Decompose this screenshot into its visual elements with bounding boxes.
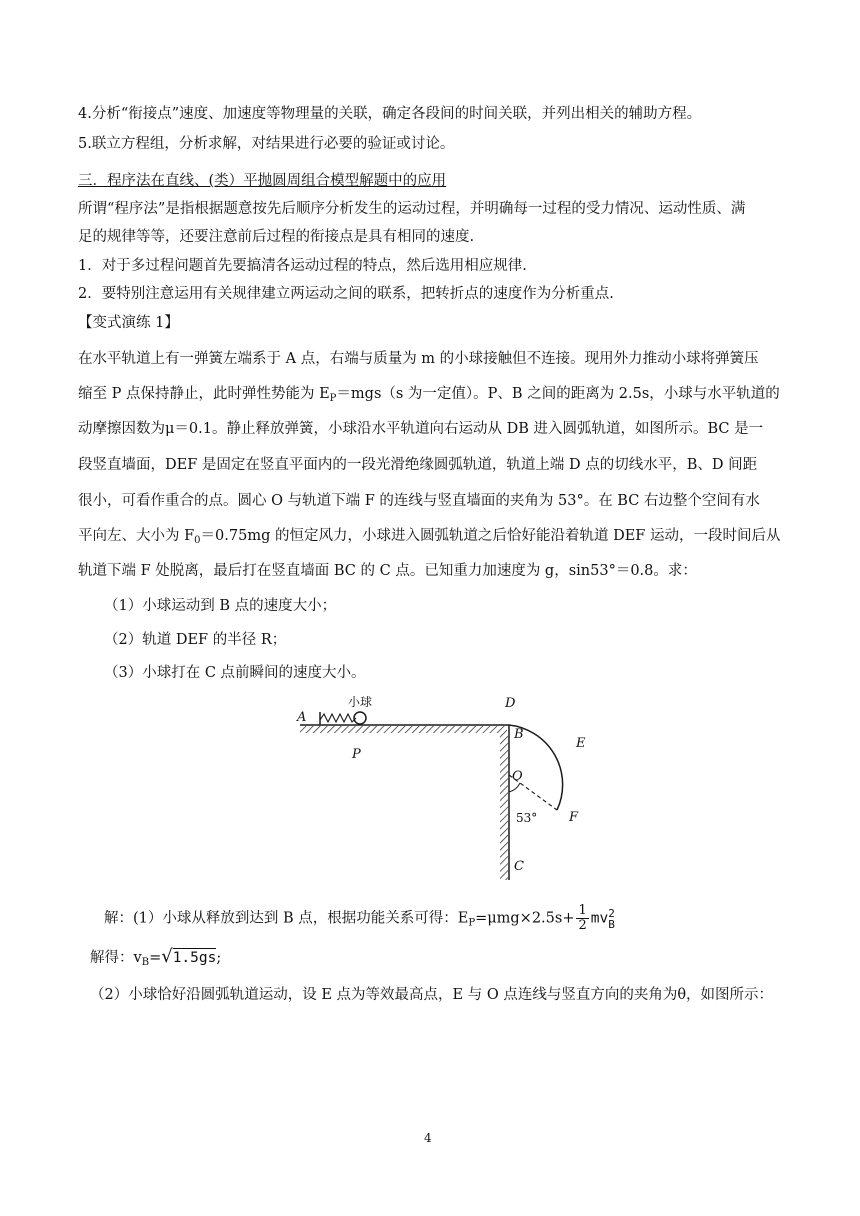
wall-hatching [500, 733, 508, 880]
line-step-4: 4.分析“衔接点”速度、加速度等物理量的关联，确定各段间的时间关联，并列出相关的辅助方程。 [78, 106, 702, 122]
sub-question-2: （2）轨道 DEF 的半径 R； [104, 632, 287, 648]
label-E: E [576, 736, 586, 751]
label-B: B [514, 727, 524, 742]
label-ball: 小球 [348, 695, 373, 709]
fraction: $\frac{1}{2}$ [578, 903, 587, 933]
spring [320, 714, 356, 722]
paragraph-line: 2．要特别注意运用有关规律建立两运动之间的联系，把转折点的速度作为分析重点. [78, 286, 614, 302]
question-line: 轨道下端 F 处脱离，最后打在竖直墙面 BC 的 C 点。已知重力加速度为 g，sin53°＝0.8。求： [78, 563, 697, 579]
label-C: C [514, 859, 524, 874]
question-line: 缩至 P 点保持静止，此时弹性势能为 $E_P=mgs(s$ 为一定值）。P、B 之间的距离为 2.5s，小球与水平轨道的 [78, 386, 780, 404]
solution-part-2: （2）小球恰好沿圆弧轨道运动，设 E 点为等效最高点，E 与 O 点连线与竖直方向的夹角为θ，如图所示： [90, 987, 774, 1003]
question-line: 平向左、大小为 $F_0=0.75mg$ 的恒定风力，小球进入圆弧轨道之后恰好能沿着轨道 DEF 运动，一段时间后从 [78, 528, 781, 546]
label-O: O [512, 769, 523, 784]
angle-arc [509, 783, 520, 792]
solution-vb: 解得：$v_B=√1.5gs$; [90, 946, 222, 968]
label-D: D [505, 696, 516, 711]
question-line: 在水平轨道上有一弹簧左端系于 A 点，右端与质量为 m 的小球接触但不连接。现用外力推动小球将弹簧压 [78, 351, 759, 367]
sub-question-3: （3）小球打在 C 点前瞬间的速度大小。 [104, 665, 366, 681]
paragraph-line: 足的规律等等，还要注意前后过程的衔接点是具有相同的速度. [78, 229, 475, 245]
track-hatching [300, 726, 507, 733]
track-diagram [292, 690, 592, 890]
solution-part-1: 解：(1）小球从释放到达到 B 点，根据功能关系可得：$E_P=\mu mg\times 2.5s+$ $\frac{1}{2}$ mv 2 B [104, 903, 615, 933]
sub-question-1: （1）小球运动到 B 点的速度大小； [104, 598, 337, 614]
question-line: 段竖直墙面，DEF 是固定在竖直平面内的一段光滑绝缘圆弧轨道，轨道上端 D 点的切线水平，B、D 间距 [78, 457, 758, 473]
question-line: 动摩擦因数为μ＝0.1。静止释放弹簧，小球沿水平轨道向右运动从 DB 进入圆弧轨道，如图所示。BC 是一 [78, 421, 764, 437]
paragraph-line: 所谓“程序法”是指根据题意按先后顺序分析发生的运动过程，并明确每一过程的受力情况、运动性质、满 [78, 201, 746, 217]
label-F: F [569, 810, 579, 825]
section-heading: 三．程序法在直线、(类）平抛圆周组合模型解题中的应用 [78, 173, 447, 189]
paragraph-line: 1．对于多过程问题首先要搞清各运动过程的特点，然后选用相应规律. [78, 258, 527, 274]
exercise-heading: 【变式演练 1】 [78, 315, 179, 331]
label-P: P [352, 747, 361, 762]
page-number: 4 [424, 1131, 432, 1145]
question-line: 很小，可看作重合的点。圆心 O 与轨道下端 F 的连线与竖直墙面的夹角为 53°。在 BC 右边整个空间有水 [78, 493, 760, 509]
line-step-5: 5.联立方程组，分析求解，对结果进行必要的验证或讨论。 [78, 136, 455, 152]
label-A: A [297, 710, 307, 725]
label-angle: 53° [516, 811, 538, 825]
